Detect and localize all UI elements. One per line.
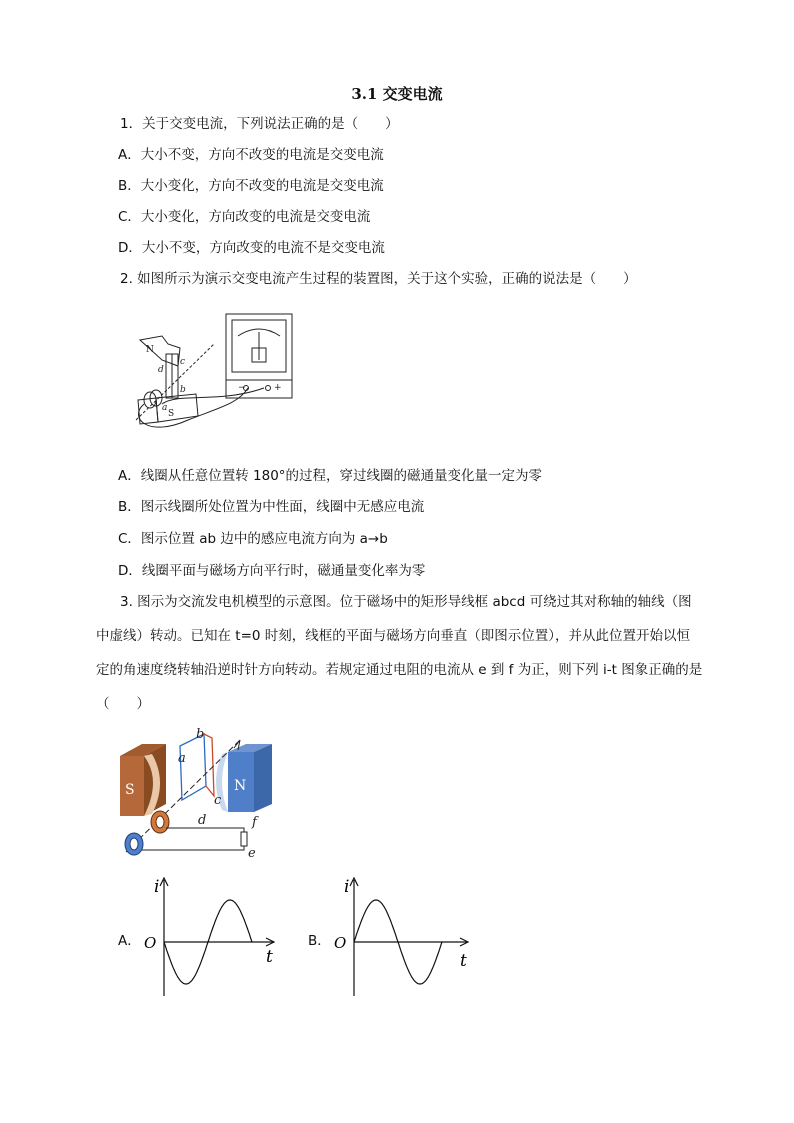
- q3-option-b-label: B．: [308, 933, 331, 949]
- label-s: S: [168, 409, 175, 419]
- label-c: c: [180, 357, 186, 367]
- label-n: N: [234, 778, 247, 794]
- label-t: t: [266, 947, 273, 967]
- q2-option-a: A．线圈从任意位置转 180°的过程，穿过线圈的磁通量变化量一定为零: [118, 468, 543, 484]
- label-c: c: [214, 793, 222, 808]
- q2-option-c: C．图示位置 ab 边中的感应电流方向为 a→b: [118, 531, 388, 547]
- label-f: f: [252, 815, 257, 830]
- resistor: [241, 832, 247, 846]
- label-origin: O: [334, 934, 347, 952]
- q3-generator-figure: [116, 726, 284, 862]
- label-i: i: [154, 877, 160, 897]
- label-minus: −: [238, 383, 246, 393]
- q3-stem-line-4: （ ）: [96, 696, 150, 712]
- label-t: t: [460, 951, 467, 971]
- coil-front: [180, 734, 206, 800]
- q3-stem-line-3: 定的角速度绕转轴沿逆时针方向转动。若规定通过电阻的电流从 e 到 f 为正，则下列 i-t 图象正确的是: [96, 662, 703, 678]
- label-a: a: [162, 403, 168, 413]
- label-b: b: [196, 727, 205, 742]
- label-s: S: [125, 782, 135, 798]
- slip-rings: [125, 811, 169, 855]
- label-b: b: [180, 385, 186, 395]
- q1-option-b: B．大小变化，方向不改变的电流是交变电流: [118, 178, 384, 194]
- q3-stem-line-1: 3. 图示为交流发电机模型的示意图。位于磁场中的矩形导线框 abcd 可绕过其对称轴的轴线（图: [120, 594, 692, 610]
- label-i: i: [344, 877, 350, 897]
- q3-graph-b: [330, 876, 474, 1000]
- label-d: d: [158, 365, 164, 375]
- q3-graph-a: [140, 876, 280, 1000]
- wire-f: [166, 828, 244, 834]
- q1-option-a: A．大小不变，方向不改变的电流是交变电流: [118, 147, 384, 163]
- q1-option-d: D．大小不变，方向改变的电流不是交变电流: [118, 240, 385, 256]
- q2-option-d: D．线圈平面与磁场方向平行时，磁通量变化率为零: [118, 563, 426, 579]
- q3-stem-line-2: 中虚线）转动。已知在 t=0 时刻，线框的平面与磁场方向垂直（即图示位置），并从此位置开始以恒: [96, 628, 691, 644]
- q2-apparatus-figure: [118, 308, 308, 438]
- label-e: e: [248, 846, 256, 861]
- q3-option-a-label: A．: [118, 933, 141, 949]
- wire-e: [142, 844, 244, 850]
- s-magnet: [120, 744, 166, 816]
- label-d: d: [198, 813, 207, 828]
- q2-stem: 2. 如图所示为演示交变电流产生过程的装置图，关于这个实验，正确的说法是（ ）: [120, 271, 637, 287]
- label-n: N: [146, 345, 154, 355]
- page-title: 3.1 交变电流: [351, 85, 443, 103]
- q1-stem: 1．关于交变电流，下列说法正确的是（ ）: [120, 116, 399, 132]
- label-a: a: [178, 751, 186, 766]
- label-plus: +: [274, 383, 282, 393]
- label-origin: O: [144, 934, 157, 952]
- q1-option-c: C．大小变化，方向改变的电流是交变电流: [118, 209, 371, 225]
- q2-option-b: B．图示线圈所处位置为中性面，线圈中无感应电流: [118, 499, 425, 515]
